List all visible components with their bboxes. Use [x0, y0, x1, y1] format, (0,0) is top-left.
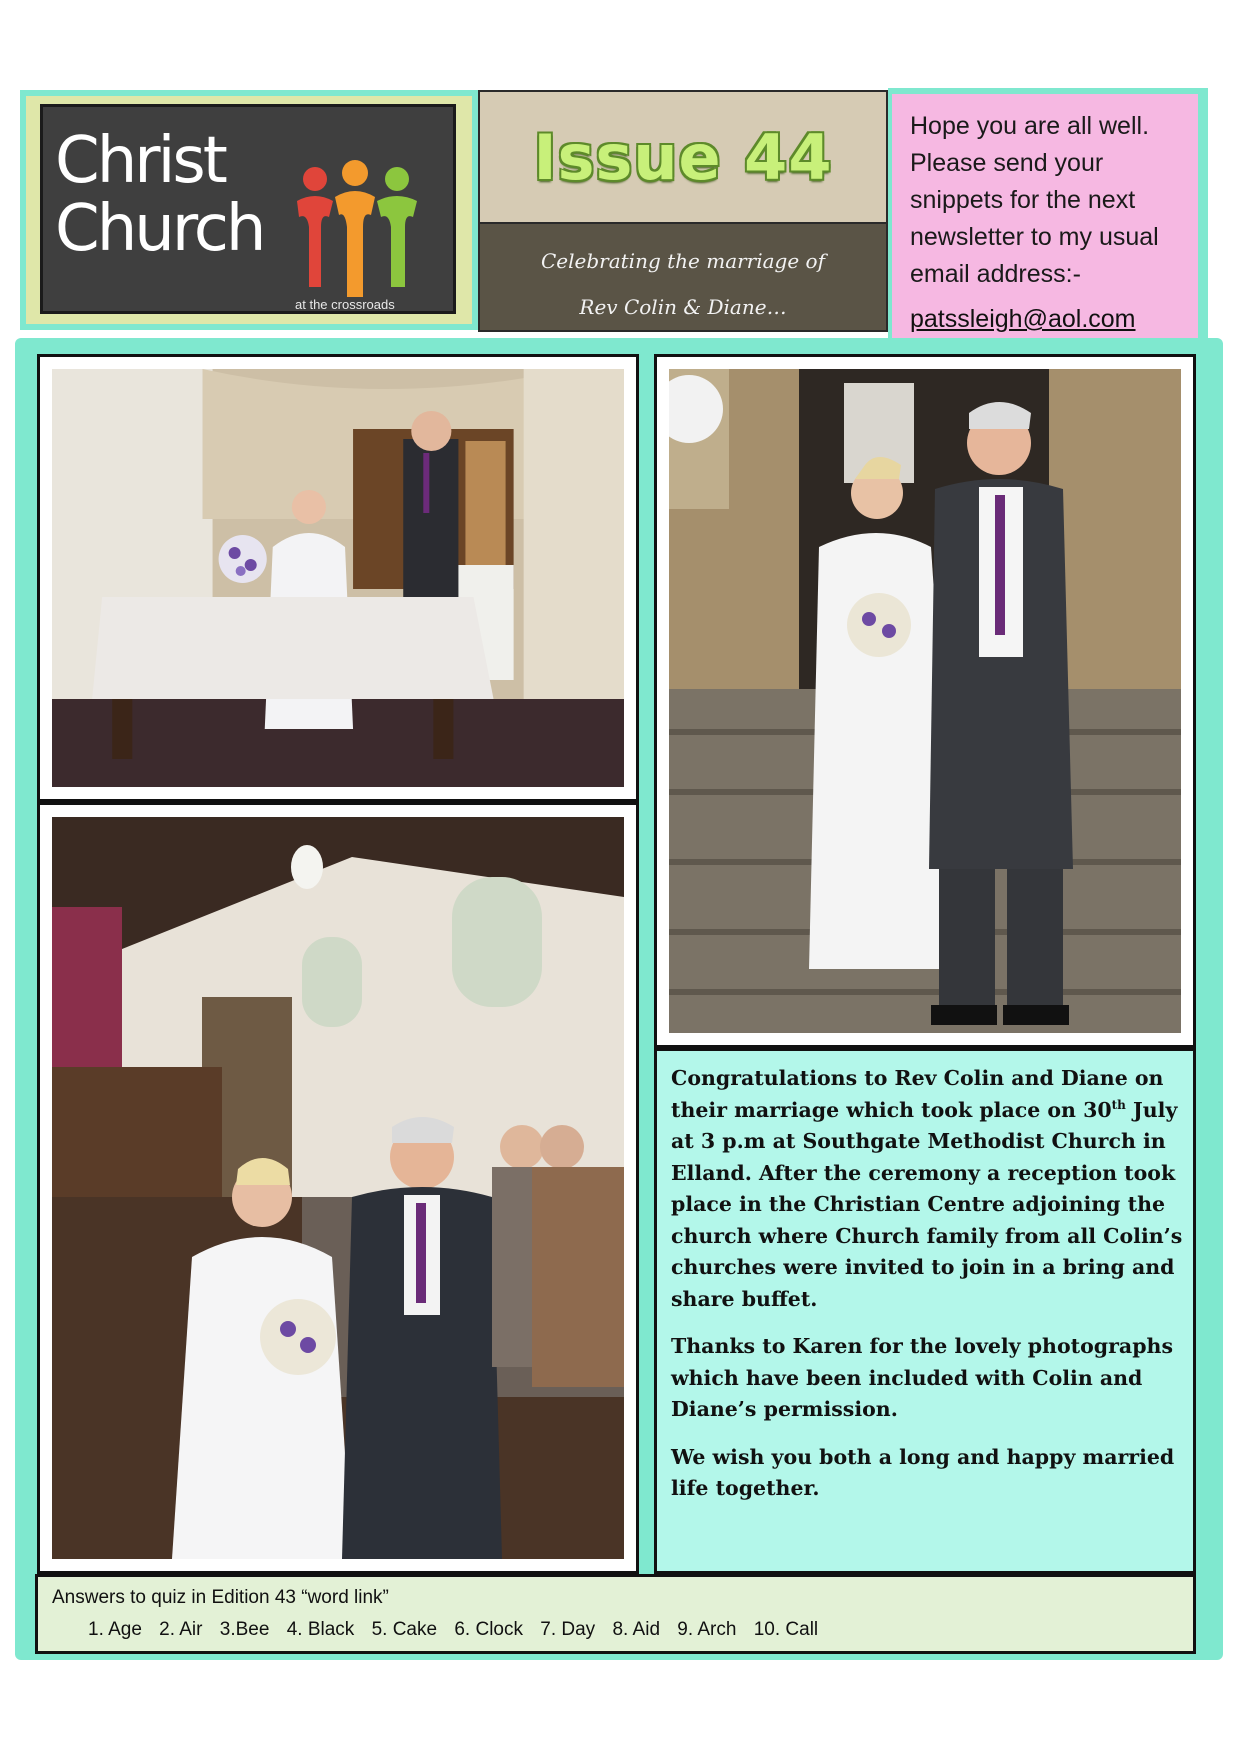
issue-title: Issue 44 — [533, 120, 833, 194]
quiz-answer: 3.Bee — [219, 1619, 270, 1640]
figure-head-orange — [342, 160, 368, 186]
quiz-answer: 9. Arch — [677, 1619, 737, 1640]
figure-head-red — [303, 167, 327, 191]
photo-frame-signing — [37, 354, 639, 802]
article-text-box — [654, 1048, 1196, 1574]
church-logo — [40, 104, 456, 314]
figure-body-green — [377, 196, 417, 287]
figure-head-green — [385, 167, 409, 191]
quiz-answers-box — [35, 1574, 1196, 1654]
article-p1-start: Congratulations to Rev Colin and Diane on their marriage which took place on 30 — [671, 1066, 1164, 1122]
email-link[interactable]: patssleigh@aol.com — [910, 305, 1136, 333]
logo-tagline: at the crossroads — [295, 297, 395, 312]
quiz-answer-list — [52, 1617, 1193, 1643]
church-steps-image — [669, 369, 1181, 1033]
caption-box — [478, 224, 888, 332]
article-p1-superscript: th — [1111, 1097, 1126, 1112]
logo-border — [26, 96, 472, 324]
note-line-4: newsletter to my usual — [910, 223, 1159, 251]
article-paragraph-3: We wish you both a long and happy married life together. — [671, 1444, 1175, 1500]
aisle-image — [52, 817, 624, 1559]
people-figures-icon — [293, 157, 433, 297]
figure-body-orange — [335, 191, 375, 297]
article-paragraph-1 — [671, 1063, 1183, 1315]
photo-couple-on-church-steps — [669, 369, 1181, 1033]
caption-line-2: Rev Colin & Diane… — [579, 295, 787, 319]
quiz-answer: 10. Call — [753, 1619, 819, 1640]
photo-signing-register — [52, 369, 624, 787]
article-p1-end: July at 3 p.m at Southgate Methodist Church in Elland. After the ceremony a reception took place in the Christian Centre adjoining the church where Church family from all Colin’s churches were invited to join in a bring and share buffet. — [671, 1097, 1183, 1311]
quiz-answer: 4. Black — [286, 1619, 355, 1640]
issue-title-box — [478, 90, 888, 224]
quiz-answer: 7. Day — [540, 1619, 596, 1640]
quiz-answer: 1. Age — [88, 1619, 142, 1640]
logo-text-christ: Christ — [55, 124, 225, 198]
note-line-1: Hope you are all well. — [910, 112, 1150, 140]
quiz-answer: 8. Aid — [612, 1619, 661, 1640]
note-line-5: email address:- — [910, 260, 1081, 288]
quiz-answer: 5. Cake — [371, 1619, 438, 1640]
quiz-answer: 2. Air — [159, 1619, 203, 1640]
photo-frame-steps — [654, 354, 1196, 1048]
logo-text-church: Church — [55, 192, 264, 266]
logo-frame — [20, 90, 478, 330]
editor-note-frame — [888, 88, 1208, 338]
editor-note — [892, 94, 1198, 338]
photo-frame-aisle — [37, 802, 639, 1574]
article-paragraph-2: Thanks to Karen for the lovely photographs which have been included with Colin and Diane’s permission. — [671, 1334, 1173, 1421]
signing-register-image — [52, 369, 624, 787]
photo-couple-walking-down-aisle — [52, 817, 624, 1559]
figure-body-red — [297, 196, 333, 287]
note-line-2: Please send your — [910, 149, 1104, 177]
quiz-answer: 6. Clock — [454, 1619, 523, 1640]
caption-line-1: Celebrating the marriage of — [540, 249, 825, 273]
quiz-title: Answers to quiz in Edition 43 “word link” — [52, 1587, 389, 1608]
note-line-3: snippets for the next — [910, 186, 1136, 214]
